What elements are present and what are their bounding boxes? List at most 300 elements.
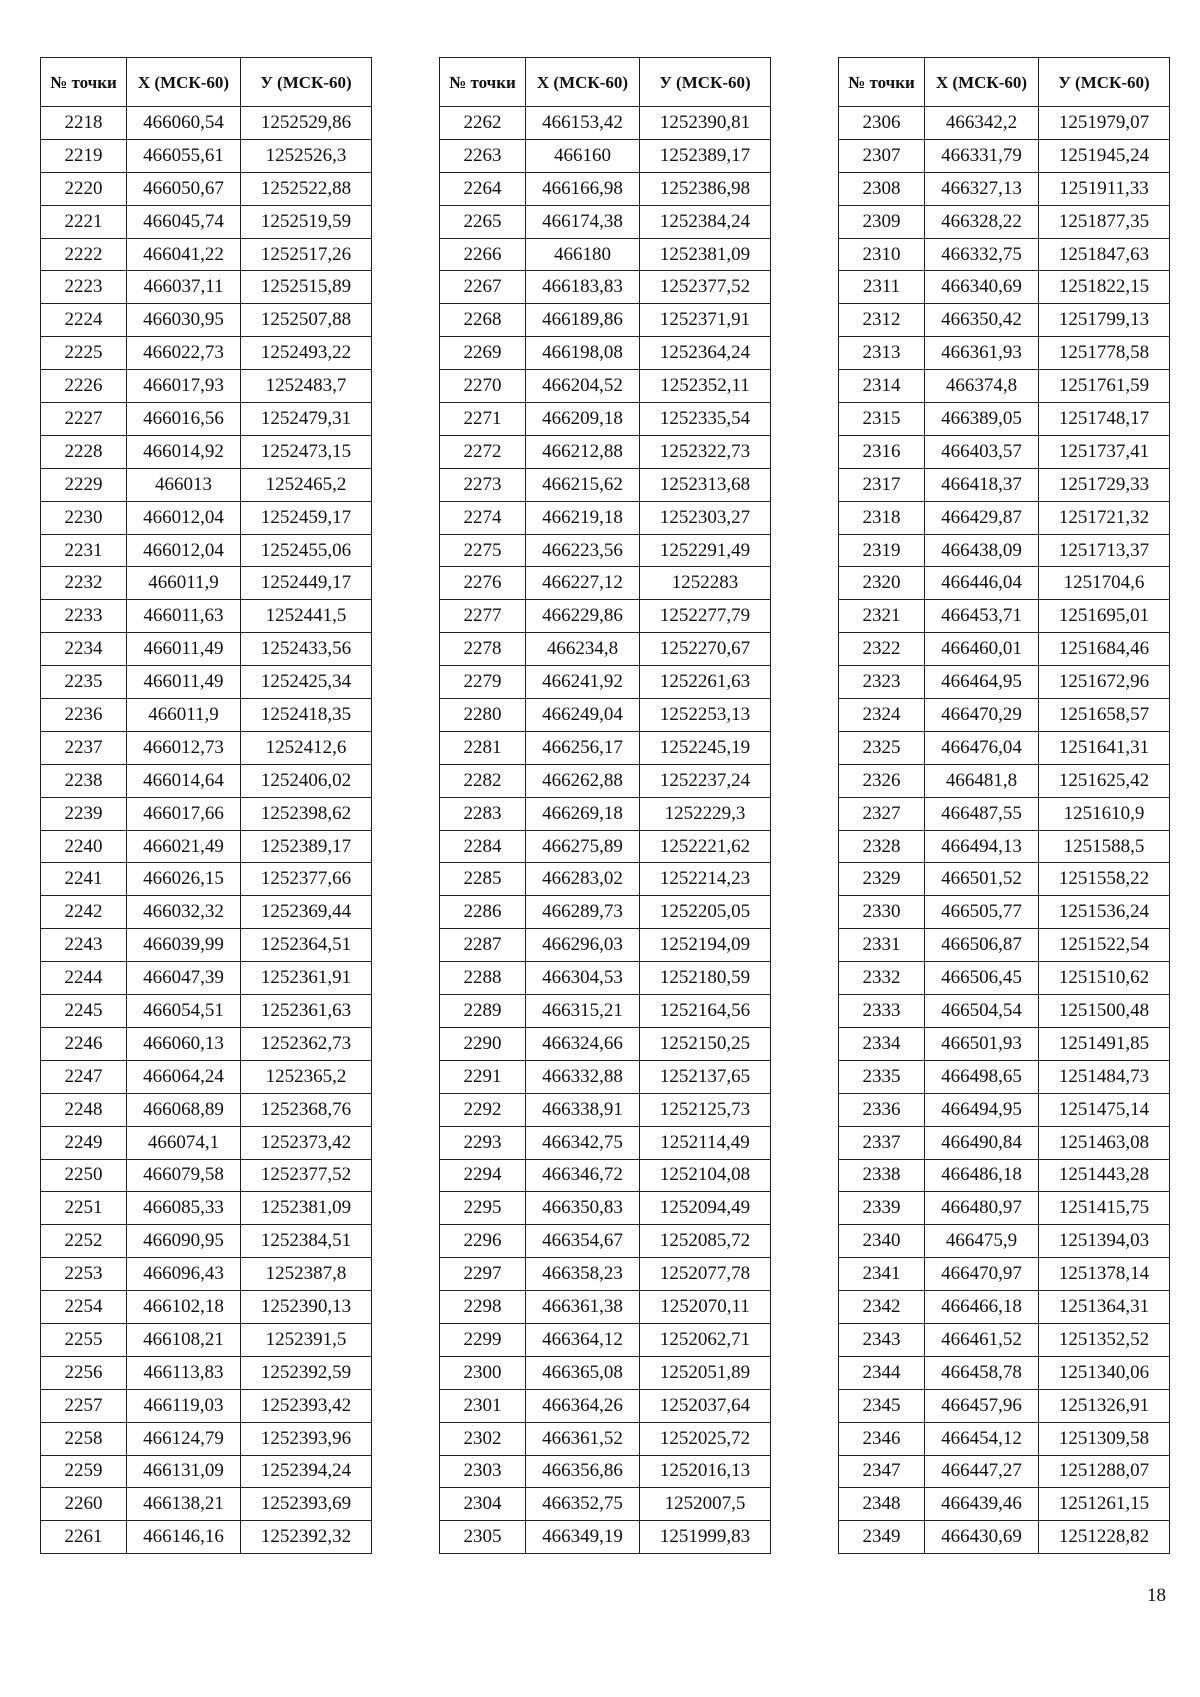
header-x-coordinate: Х (МСК-60) <box>526 58 640 107</box>
cell-y-coordinate: 1252214,23 <box>640 863 771 896</box>
cell-x-coordinate: 466454,12 <box>925 1422 1039 1455</box>
cell-y-coordinate: 1251500,48 <box>1039 995 1170 1028</box>
table-row <box>839 337 1170 370</box>
cell-point-number: 2261 <box>41 1521 127 1554</box>
cell-y-coordinate: 1252465,2 <box>241 468 372 501</box>
cell-x-coordinate: 466060,13 <box>127 1027 241 1060</box>
cell-point-number: 2303 <box>440 1455 526 1488</box>
cell-x-coordinate: 466304,53 <box>526 962 640 995</box>
cell-point-number: 2269 <box>440 337 526 370</box>
cell-point-number: 2223 <box>41 271 127 304</box>
cell-point-number: 2286 <box>440 896 526 929</box>
table-row <box>440 995 771 1028</box>
table-row <box>440 1225 771 1258</box>
table-row <box>41 1159 372 1192</box>
cell-x-coordinate: 466012,73 <box>127 731 241 764</box>
cell-y-coordinate: 1252393,96 <box>241 1422 372 1455</box>
cell-x-coordinate: 466498,65 <box>925 1060 1039 1093</box>
cell-point-number: 2324 <box>839 699 925 732</box>
cell-y-coordinate: 1252455,06 <box>241 534 372 567</box>
table-row <box>41 172 372 205</box>
cell-x-coordinate: 466022,73 <box>127 337 241 370</box>
cell-x-coordinate: 466296,03 <box>526 929 640 962</box>
cell-point-number: 2343 <box>839 1323 925 1356</box>
cell-x-coordinate: 466037,11 <box>127 271 241 304</box>
cell-y-coordinate: 1252406,02 <box>241 764 372 797</box>
cell-y-coordinate: 1252373,42 <box>241 1126 372 1159</box>
cell-x-coordinate: 466327,13 <box>925 172 1039 205</box>
cell-y-coordinate: 1252007,5 <box>640 1488 771 1521</box>
cell-y-coordinate: 1252393,42 <box>241 1389 372 1422</box>
cell-y-coordinate: 1252393,69 <box>241 1488 372 1521</box>
cell-point-number: 2264 <box>440 172 526 205</box>
header-y-coordinate: У (МСК-60) <box>1039 58 1170 107</box>
cell-x-coordinate: 466350,42 <box>925 304 1039 337</box>
cell-x-coordinate: 466475,9 <box>925 1225 1039 1258</box>
table-row <box>440 370 771 403</box>
cell-point-number: 2234 <box>41 633 127 666</box>
cell-x-coordinate: 466342,75 <box>526 1126 640 1159</box>
cell-x-coordinate: 466011,49 <box>127 633 241 666</box>
table-row <box>41 1356 372 1389</box>
cell-x-coordinate: 466453,71 <box>925 600 1039 633</box>
cell-x-coordinate: 466466,18 <box>925 1291 1039 1324</box>
table-row <box>41 238 372 271</box>
cell-x-coordinate: 466204,52 <box>526 370 640 403</box>
table-row <box>41 304 372 337</box>
table-row <box>41 1488 372 1521</box>
table-row <box>41 468 372 501</box>
cell-point-number: 2289 <box>440 995 526 1028</box>
table-row <box>440 403 771 436</box>
cell-y-coordinate: 1252016,13 <box>640 1455 771 1488</box>
cell-x-coordinate: 466331,79 <box>925 139 1039 172</box>
cell-x-coordinate: 466389,05 <box>925 403 1039 436</box>
table-row <box>440 238 771 271</box>
cell-x-coordinate: 466256,17 <box>526 731 640 764</box>
cell-point-number: 2283 <box>440 797 526 830</box>
cell-point-number: 2284 <box>440 830 526 863</box>
cell-x-coordinate: 466030,95 <box>127 304 241 337</box>
cell-x-coordinate: 466501,93 <box>925 1027 1039 1060</box>
table-row <box>839 501 1170 534</box>
cell-x-coordinate: 466439,46 <box>925 1488 1039 1521</box>
cell-x-coordinate: 466356,86 <box>526 1455 640 1488</box>
table-row <box>839 139 1170 172</box>
cell-x-coordinate: 466180 <box>526 238 640 271</box>
cell-y-coordinate: 1252137,65 <box>640 1060 771 1093</box>
table-row <box>41 1192 372 1225</box>
cell-point-number: 2339 <box>839 1192 925 1225</box>
cell-y-coordinate: 1251999,83 <box>640 1521 771 1554</box>
table-row <box>41 1225 372 1258</box>
table-row <box>41 699 372 732</box>
table-row <box>41 435 372 468</box>
table-row <box>839 1422 1170 1455</box>
coordinates-table <box>838 57 1170 1554</box>
table-row <box>839 633 1170 666</box>
table-row <box>440 1422 771 1455</box>
table-row <box>839 271 1170 304</box>
table-row <box>839 1027 1170 1060</box>
cell-point-number: 2248 <box>41 1093 127 1126</box>
cell-point-number: 2258 <box>41 1422 127 1455</box>
table-row <box>41 1323 372 1356</box>
cell-x-coordinate: 466047,39 <box>127 962 241 995</box>
cell-y-coordinate: 1251748,17 <box>1039 403 1170 436</box>
cell-y-coordinate: 1252377,52 <box>640 271 771 304</box>
cell-x-coordinate: 466074,1 <box>127 1126 241 1159</box>
cell-x-coordinate: 466418,37 <box>925 468 1039 501</box>
table-row <box>41 534 372 567</box>
cell-point-number: 2315 <box>839 403 925 436</box>
cell-x-coordinate: 466352,75 <box>526 1488 640 1521</box>
cell-x-coordinate: 466131,09 <box>127 1455 241 1488</box>
table-row <box>440 1060 771 1093</box>
table-row <box>440 107 771 140</box>
cell-y-coordinate: 1252384,24 <box>640 205 771 238</box>
cell-x-coordinate: 466461,52 <box>925 1323 1039 1356</box>
cell-y-coordinate: 1252114,49 <box>640 1126 771 1159</box>
cell-y-coordinate: 1252517,26 <box>241 238 372 271</box>
cell-point-number: 2288 <box>440 962 526 995</box>
cell-y-coordinate: 1252381,09 <box>640 238 771 271</box>
cell-point-number: 2335 <box>839 1060 925 1093</box>
cell-x-coordinate: 466315,21 <box>526 995 640 1028</box>
cell-y-coordinate: 1251721,32 <box>1039 501 1170 534</box>
cell-x-coordinate: 466017,93 <box>127 370 241 403</box>
cell-x-coordinate: 466017,66 <box>127 797 241 830</box>
table-row <box>839 1389 1170 1422</box>
cell-x-coordinate: 466430,69 <box>925 1521 1039 1554</box>
table-header-row <box>41 58 372 107</box>
cell-point-number: 2257 <box>41 1389 127 1422</box>
coordinates-table <box>40 57 372 1554</box>
cell-x-coordinate: 466447,27 <box>925 1455 1039 1488</box>
cell-y-coordinate: 1252352,11 <box>640 370 771 403</box>
table-row <box>440 1356 771 1389</box>
cell-x-coordinate: 466358,23 <box>526 1258 640 1291</box>
cell-x-coordinate: 466012,04 <box>127 501 241 534</box>
cell-y-coordinate: 1252361,91 <box>241 962 372 995</box>
cell-y-coordinate: 1251761,59 <box>1039 370 1170 403</box>
cell-y-coordinate: 1252237,24 <box>640 764 771 797</box>
table-row <box>440 1521 771 1554</box>
table-row <box>839 764 1170 797</box>
cell-y-coordinate: 1252377,52 <box>241 1159 372 1192</box>
cell-point-number: 2256 <box>41 1356 127 1389</box>
cell-point-number: 2231 <box>41 534 127 567</box>
cell-point-number: 2348 <box>839 1488 925 1521</box>
table-row <box>41 370 372 403</box>
cell-x-coordinate: 466346,72 <box>526 1159 640 1192</box>
cell-y-coordinate: 1252507,88 <box>241 304 372 337</box>
cell-y-coordinate: 1251352,52 <box>1039 1323 1170 1356</box>
cell-x-coordinate: 466458,78 <box>925 1356 1039 1389</box>
cell-point-number: 2349 <box>839 1521 925 1554</box>
table-row <box>440 172 771 205</box>
header-point-number: № точки <box>440 58 526 107</box>
table-row <box>440 205 771 238</box>
cell-point-number: 2325 <box>839 731 925 764</box>
table-row <box>839 929 1170 962</box>
cell-x-coordinate: 466183,83 <box>526 271 640 304</box>
cell-point-number: 2262 <box>440 107 526 140</box>
cell-x-coordinate: 466340,69 <box>925 271 1039 304</box>
cell-y-coordinate: 1251475,14 <box>1039 1093 1170 1126</box>
cell-point-number: 2326 <box>839 764 925 797</box>
cell-point-number: 2267 <box>440 271 526 304</box>
cell-point-number: 2250 <box>41 1159 127 1192</box>
cell-point-number: 2239 <box>41 797 127 830</box>
cell-point-number: 2322 <box>839 633 925 666</box>
cell-point-number: 2295 <box>440 1192 526 1225</box>
cell-x-coordinate: 466361,38 <box>526 1291 640 1324</box>
cell-y-coordinate: 1252277,79 <box>640 600 771 633</box>
cell-x-coordinate: 466438,09 <box>925 534 1039 567</box>
table-row <box>839 172 1170 205</box>
cell-point-number: 2287 <box>440 929 526 962</box>
table-row <box>41 896 372 929</box>
cell-point-number: 2342 <box>839 1291 925 1324</box>
cell-point-number: 2274 <box>440 501 526 534</box>
cell-y-coordinate: 1252313,68 <box>640 468 771 501</box>
table-row <box>440 830 771 863</box>
cell-x-coordinate: 466229,86 <box>526 600 640 633</box>
cell-point-number: 2293 <box>440 1126 526 1159</box>
cell-point-number: 2241 <box>41 863 127 896</box>
table-row <box>839 107 1170 140</box>
cell-y-coordinate: 1252381,09 <box>241 1192 372 1225</box>
table-row <box>839 403 1170 436</box>
table-row <box>440 600 771 633</box>
cell-y-coordinate: 1252364,24 <box>640 337 771 370</box>
table-row <box>839 1356 1170 1389</box>
cell-x-coordinate: 466361,52 <box>526 1422 640 1455</box>
cell-y-coordinate: 1252368,76 <box>241 1093 372 1126</box>
cell-x-coordinate: 466481,8 <box>925 764 1039 797</box>
cell-y-coordinate: 1252261,63 <box>640 666 771 699</box>
cell-x-coordinate: 466032,32 <box>127 896 241 929</box>
cell-point-number: 2236 <box>41 699 127 732</box>
cell-y-coordinate: 1252526,3 <box>241 139 372 172</box>
cell-y-coordinate: 1252483,7 <box>241 370 372 403</box>
cell-y-coordinate: 1251510,62 <box>1039 962 1170 995</box>
table-row <box>41 1521 372 1554</box>
cell-y-coordinate: 1252150,25 <box>640 1027 771 1060</box>
cell-point-number: 2308 <box>839 172 925 205</box>
table-row <box>839 699 1170 732</box>
cell-point-number: 2247 <box>41 1060 127 1093</box>
table-row <box>440 929 771 962</box>
cell-y-coordinate: 1251340,06 <box>1039 1356 1170 1389</box>
cell-y-coordinate: 1251522,54 <box>1039 929 1170 962</box>
cell-point-number: 2227 <box>41 403 127 436</box>
table-row <box>839 238 1170 271</box>
cell-x-coordinate: 466079,58 <box>127 1159 241 1192</box>
cell-y-coordinate: 1252221,62 <box>640 830 771 863</box>
cell-y-coordinate: 1251822,15 <box>1039 271 1170 304</box>
table-row <box>839 1159 1170 1192</box>
cell-x-coordinate: 466283,02 <box>526 863 640 896</box>
cell-point-number: 2249 <box>41 1126 127 1159</box>
cell-y-coordinate: 1252529,86 <box>241 107 372 140</box>
cell-x-coordinate: 466506,45 <box>925 962 1039 995</box>
cell-y-coordinate: 1252253,13 <box>640 699 771 732</box>
cell-x-coordinate: 466505,77 <box>925 896 1039 929</box>
cell-point-number: 2240 <box>41 830 127 863</box>
table-row <box>41 633 372 666</box>
cell-x-coordinate: 466241,92 <box>526 666 640 699</box>
cell-point-number: 2245 <box>41 995 127 1028</box>
cell-x-coordinate: 466480,97 <box>925 1192 1039 1225</box>
cell-x-coordinate: 466338,91 <box>526 1093 640 1126</box>
cell-x-coordinate: 466269,18 <box>526 797 640 830</box>
table-row <box>440 666 771 699</box>
table-row <box>839 205 1170 238</box>
cell-x-coordinate: 466364,12 <box>526 1323 640 1356</box>
cell-y-coordinate: 1252291,49 <box>640 534 771 567</box>
cell-point-number: 2268 <box>440 304 526 337</box>
cell-point-number: 2314 <box>839 370 925 403</box>
table-row <box>440 764 771 797</box>
cell-point-number: 2298 <box>440 1291 526 1324</box>
cell-x-coordinate: 466350,83 <box>526 1192 640 1225</box>
cell-point-number: 2244 <box>41 962 127 995</box>
cell-point-number: 2229 <box>41 468 127 501</box>
header-point-number: № точки <box>839 58 925 107</box>
cell-point-number: 2290 <box>440 1027 526 1060</box>
cell-y-coordinate: 1252125,73 <box>640 1093 771 1126</box>
cell-x-coordinate: 466219,18 <box>526 501 640 534</box>
cell-x-coordinate: 466209,18 <box>526 403 640 436</box>
cell-x-coordinate: 466349,19 <box>526 1521 640 1554</box>
cell-x-coordinate: 466174,38 <box>526 205 640 238</box>
table-row <box>41 567 372 600</box>
cell-point-number: 2259 <box>41 1455 127 1488</box>
cell-x-coordinate: 466476,04 <box>925 731 1039 764</box>
cell-point-number: 2228 <box>41 435 127 468</box>
cell-x-coordinate: 466494,13 <box>925 830 1039 863</box>
table-row <box>41 731 372 764</box>
cell-x-coordinate: 466198,08 <box>526 337 640 370</box>
cell-point-number: 2332 <box>839 962 925 995</box>
table-row <box>839 600 1170 633</box>
cell-point-number: 2230 <box>41 501 127 534</box>
cell-point-number: 2281 <box>440 731 526 764</box>
cell-y-coordinate: 1251228,82 <box>1039 1521 1170 1554</box>
cell-y-coordinate: 1252377,66 <box>241 863 372 896</box>
table-row <box>839 1455 1170 1488</box>
table-row <box>41 501 372 534</box>
cell-y-coordinate: 1252025,72 <box>640 1422 771 1455</box>
cell-y-coordinate: 1251778,58 <box>1039 337 1170 370</box>
table-row <box>41 929 372 962</box>
table-row <box>440 139 771 172</box>
table-row <box>440 567 771 600</box>
cell-y-coordinate: 1252522,88 <box>241 172 372 205</box>
cell-y-coordinate: 1252361,63 <box>241 995 372 1028</box>
cell-point-number: 2337 <box>839 1126 925 1159</box>
cell-x-coordinate: 466068,89 <box>127 1093 241 1126</box>
table-row <box>440 1258 771 1291</box>
cell-x-coordinate: 466113,83 <box>127 1356 241 1389</box>
cell-point-number: 2306 <box>839 107 925 140</box>
cell-point-number: 2328 <box>839 830 925 863</box>
cell-x-coordinate: 466403,57 <box>925 435 1039 468</box>
cell-point-number: 2304 <box>440 1488 526 1521</box>
cell-point-number: 2340 <box>839 1225 925 1258</box>
cell-x-coordinate: 466212,88 <box>526 435 640 468</box>
cell-y-coordinate: 1251641,31 <box>1039 731 1170 764</box>
table-row <box>41 337 372 370</box>
cell-point-number: 2242 <box>41 896 127 929</box>
cell-point-number: 2246 <box>41 1027 127 1060</box>
cell-x-coordinate: 466014,92 <box>127 435 241 468</box>
cell-x-coordinate: 466262,88 <box>526 764 640 797</box>
cell-point-number: 2305 <box>440 1521 526 1554</box>
cell-point-number: 2338 <box>839 1159 925 1192</box>
table-row <box>440 1291 771 1324</box>
table-row <box>41 995 372 1028</box>
table-row <box>41 1027 372 1060</box>
table-row <box>440 1093 771 1126</box>
table-row <box>41 205 372 238</box>
table-row <box>41 271 372 304</box>
cell-y-coordinate: 1252449,17 <box>241 567 372 600</box>
cell-point-number: 2270 <box>440 370 526 403</box>
cell-point-number: 2282 <box>440 764 526 797</box>
table-row <box>839 1488 1170 1521</box>
cell-y-coordinate: 1252390,81 <box>640 107 771 140</box>
cell-y-coordinate: 1251979,07 <box>1039 107 1170 140</box>
table-row <box>41 1422 372 1455</box>
cell-x-coordinate: 466215,62 <box>526 468 640 501</box>
table-row <box>41 797 372 830</box>
cell-y-coordinate: 1252394,24 <box>241 1455 372 1488</box>
cell-x-coordinate: 466227,12 <box>526 567 640 600</box>
cell-x-coordinate: 466119,03 <box>127 1389 241 1422</box>
cell-x-coordinate: 466014,64 <box>127 764 241 797</box>
cell-x-coordinate: 466138,21 <box>127 1488 241 1521</box>
cell-x-coordinate: 466055,61 <box>127 139 241 172</box>
cell-y-coordinate: 1252515,89 <box>241 271 372 304</box>
cell-point-number: 2235 <box>41 666 127 699</box>
cell-point-number: 2312 <box>839 304 925 337</box>
cell-point-number: 2280 <box>440 699 526 732</box>
cell-point-number: 2334 <box>839 1027 925 1060</box>
table-row <box>839 1126 1170 1159</box>
cell-point-number: 2233 <box>41 600 127 633</box>
header-x-coordinate: Х (МСК-60) <box>127 58 241 107</box>
cell-y-coordinate: 1252493,22 <box>241 337 372 370</box>
cell-y-coordinate: 1251799,13 <box>1039 304 1170 337</box>
cell-x-coordinate: 466487,55 <box>925 797 1039 830</box>
cell-point-number: 2252 <box>41 1225 127 1258</box>
cell-x-coordinate: 466153,42 <box>526 107 640 140</box>
cell-x-coordinate: 466464,95 <box>925 666 1039 699</box>
table-row <box>839 1323 1170 1356</box>
cell-x-coordinate: 466096,43 <box>127 1258 241 1291</box>
cell-x-coordinate: 466324,66 <box>526 1027 640 1060</box>
cell-x-coordinate: 466011,9 <box>127 567 241 600</box>
cell-point-number: 2296 <box>440 1225 526 1258</box>
cell-x-coordinate: 466332,75 <box>925 238 1039 271</box>
table-row <box>839 1060 1170 1093</box>
cell-point-number: 2251 <box>41 1192 127 1225</box>
table-row <box>839 468 1170 501</box>
cell-y-coordinate: 1252412,6 <box>241 731 372 764</box>
